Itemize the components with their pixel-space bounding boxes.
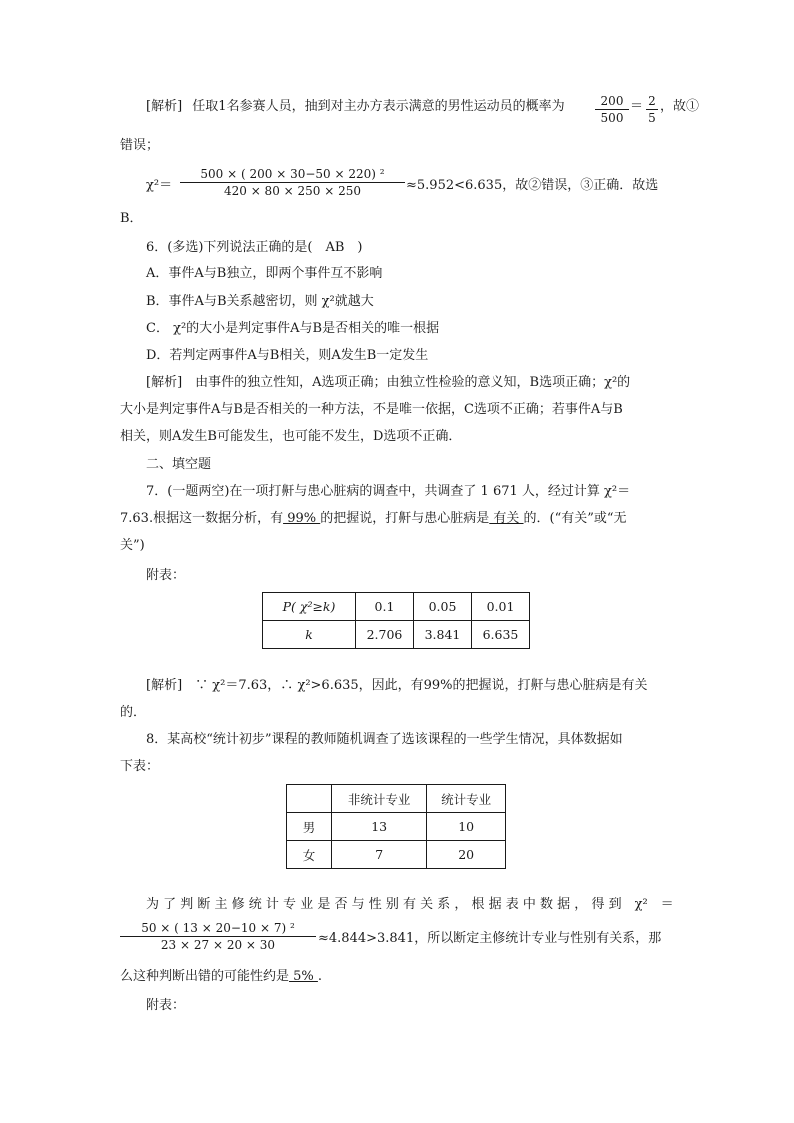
- answer-blank-3: 5%: [289, 969, 318, 984]
- question-6-analysis-1: [解析] 由事件的独立性知，A选项正确；由独立性检验的意义知，B选项正确；χ²的: [146, 375, 631, 390]
- table-cell: [287, 785, 332, 813]
- critical-value-table: [262, 592, 530, 649]
- table-cell: P( χ²≥k): [263, 593, 356, 621]
- formula-2-rhs: ≈4.844>3.841，所以断定主修统计专业与性别有关系，那: [318, 931, 662, 946]
- question-6-option-a: A．事件A与B独立，即两个事件互不影响: [146, 266, 383, 281]
- table-cell: 0.05: [414, 593, 472, 621]
- question-8-analysis-1: 为 了 判 断 主 修 统 计 专 业 是 否 与 性 别 有 关 系 ， 根 据 表 中 数 据 ， 得 到 χ² ＝: [146, 897, 674, 912]
- fraction-2-5: $\frac{2}{5}$: [646, 93, 658, 126]
- answer-blank-1: 99%: [283, 511, 321, 526]
- question-6-analysis-3: 相关，则A发生B可能发生，也可能不发生，D选项不正确．: [120, 429, 462, 444]
- table-cell: 2.706: [356, 621, 414, 649]
- table-cell: 20: [427, 841, 506, 869]
- table-cell: 3.841: [414, 621, 472, 649]
- table-cell: 13: [332, 813, 427, 841]
- table-cell: 10: [427, 813, 506, 841]
- analysis-line-1: [120, 97, 565, 117]
- question-7-analysis-1: [解析] ∵ χ²＝7.63，∴ χ²>6.635，因此，有99%的把握说，打鼾与患心脏病是有关: [146, 678, 648, 693]
- table-cell: 统计专业: [427, 785, 506, 813]
- question-7-line-2: 7.63.根据这一数据分析，有 99% 的把握说，打鼾与患心脏病是 有关 的．(“有关”或“无: [120, 511, 627, 526]
- table-cell: 男: [287, 813, 332, 841]
- table-cell: 0.01: [472, 593, 530, 621]
- table-cell: 0.1: [356, 593, 414, 621]
- table-cell: 7: [332, 841, 427, 869]
- table-cell: 非统计专业: [332, 785, 427, 813]
- table-row: [263, 621, 530, 649]
- table-row: [287, 813, 506, 841]
- analysis-tag: [解析]: [146, 99, 183, 114]
- question-7-line-3: 关”): [120, 538, 145, 553]
- answer-blank-2: 有关: [489, 511, 524, 526]
- question-8-line-1: 8．某高校“统计初步”课程的教师随机调查了选该课程的一些学生情况，具体数据如: [146, 732, 623, 747]
- table-cell: k: [263, 621, 356, 649]
- question-7-appendix-label: 附表：: [146, 568, 186, 583]
- question-8-analysis-3: 么这种判断出错的可能性约是 5% .: [120, 969, 323, 984]
- question-7-analysis-2: 的．: [120, 705, 147, 720]
- analysis-text: 任取1名参赛人员，抽到对主办方表示满意的男性运动员的概率为: [192, 99, 565, 114]
- question-6-stem: 6．(多选)下列说法正确的是( AB ): [146, 240, 363, 255]
- table-row: [263, 593, 530, 621]
- fraction-200-500: $\frac{200}{500}$: [595, 93, 629, 126]
- formula-1-tail: B．: [120, 211, 143, 226]
- table-row: [287, 785, 506, 813]
- table-cell: 6.635: [472, 621, 530, 649]
- section-heading: 二、填空题: [146, 457, 212, 472]
- analysis-text-end: ，故①: [660, 99, 700, 114]
- formula-2-fraction: $\frac{\text{50 × ( 13 × 20−10 × 7) ²}}{23 \times 27 \times 20 \times 30}$: [120, 920, 316, 953]
- analysis-line-2: 错误；: [120, 138, 160, 153]
- question-6-option-d: D．若判定两事件A与B相关，则A发生B一定发生: [146, 348, 429, 363]
- question-8-appendix-label: 附表：: [146, 998, 186, 1013]
- gender-major-table: [286, 784, 506, 869]
- formula-1-fraction: $\frac{\text{500 × ( 200 × 30−50 × 220) ²}}{420 \times 80 \times 250 \times 250}$: [180, 166, 405, 199]
- question-8-line-2: 下表：: [120, 759, 160, 774]
- formula-1-lhs: χ²＝: [146, 178, 173, 193]
- equals-sign: ＝: [630, 99, 644, 114]
- table-row: [287, 841, 506, 869]
- question-6-option-c: C． χ²的大小是判定事件A与B是否相关的唯一根据: [146, 321, 440, 336]
- question-6-option-b: B．事件A与B关系越密切，则 χ²就越大: [146, 294, 374, 309]
- formula-1-rhs: ≈5.952<6.635，故②错误，③正确．故选: [406, 178, 659, 193]
- question-6-analysis-2: 大小是判定事件A与B是否相关的一种方法，不是唯一依据，C选项不正确；若事件A与B: [120, 402, 623, 417]
- table-cell: 女: [287, 841, 332, 869]
- question-7-line-1: 7．(一题两空)在一项打鼾与患心脏病的调查中，共调查了 1 671 人，经过计算 χ²＝: [146, 484, 631, 499]
